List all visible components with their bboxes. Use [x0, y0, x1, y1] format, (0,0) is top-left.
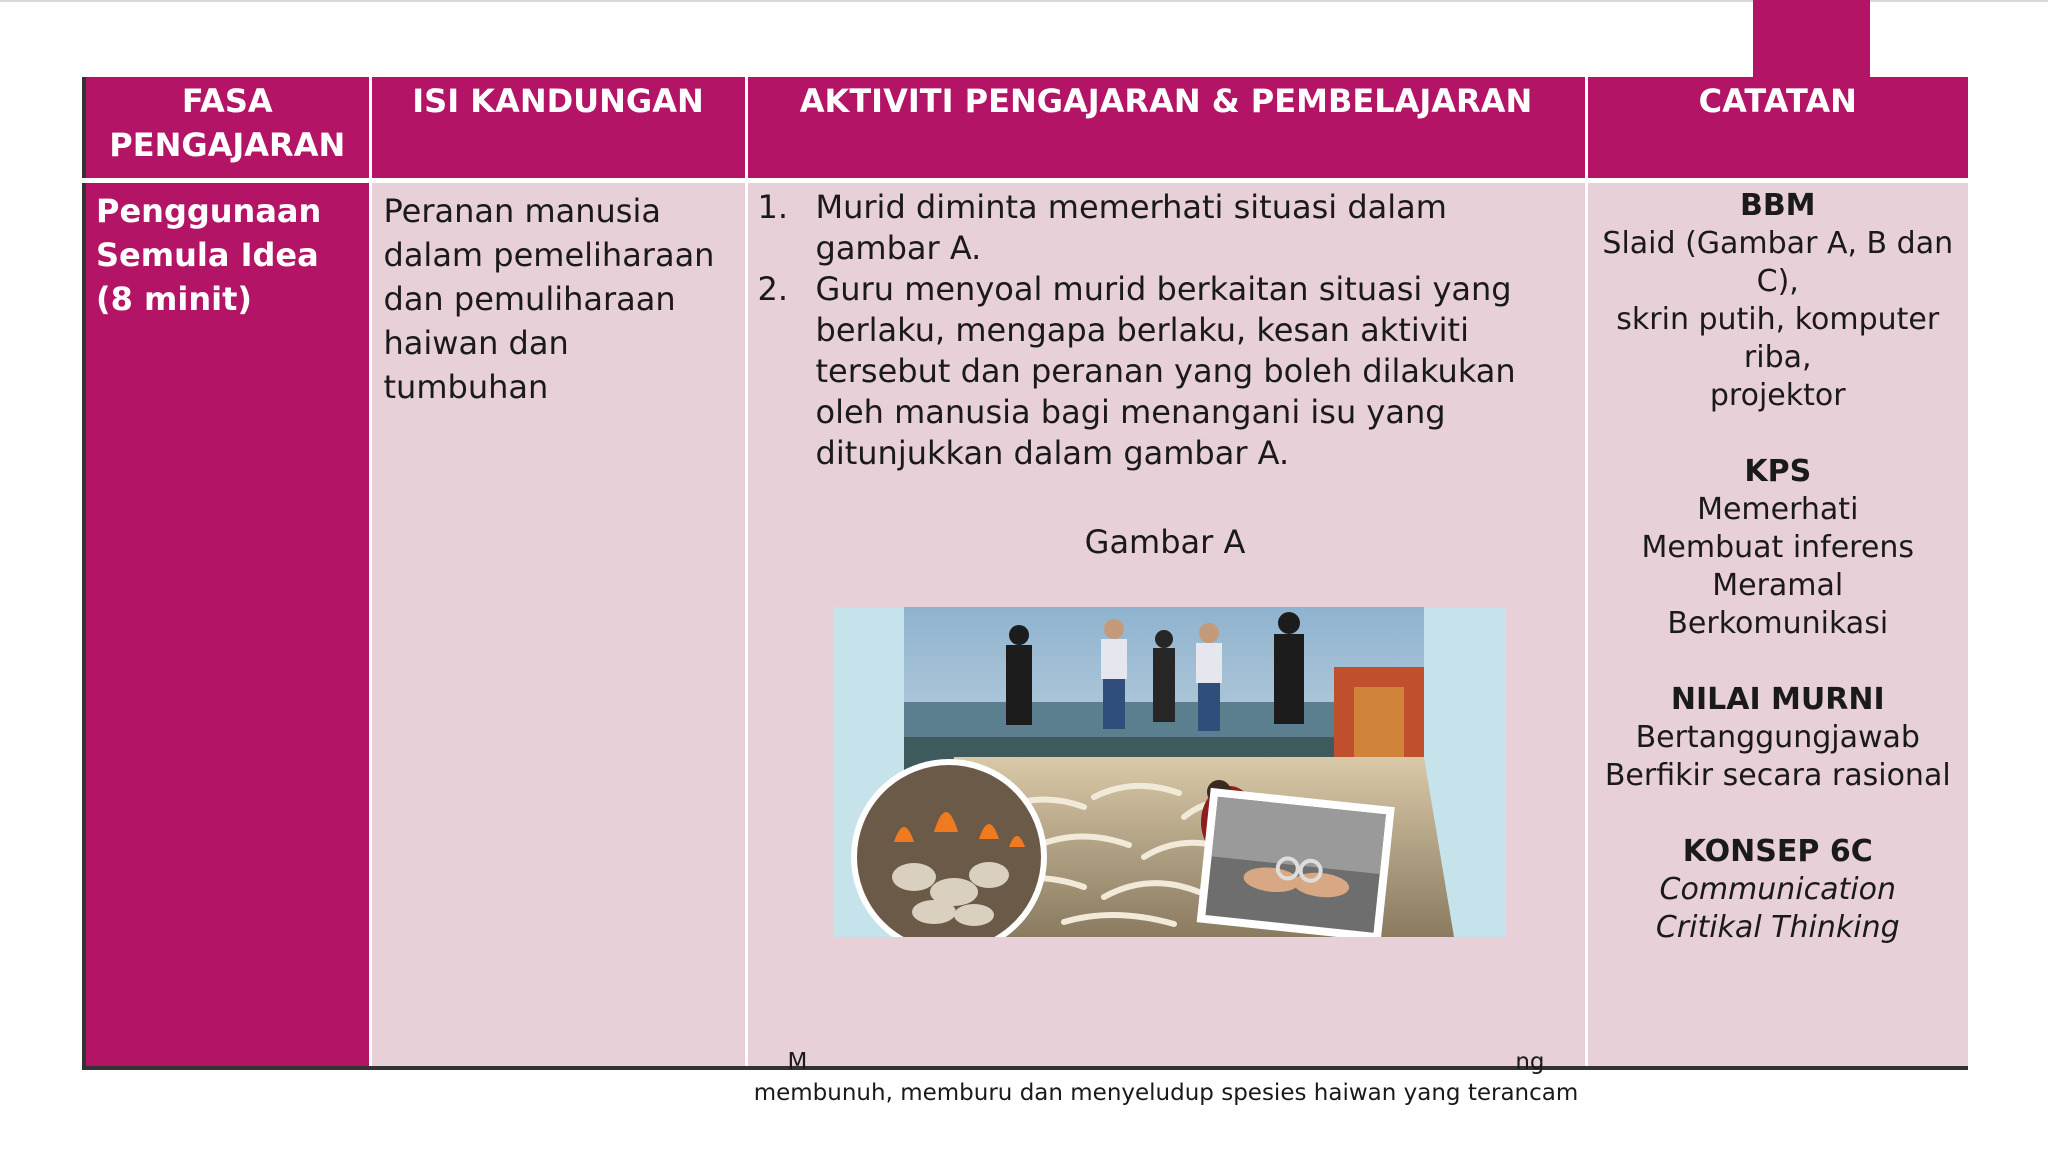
note-line: Meramal: [1712, 567, 1844, 603]
caption-line-2: membunuh, memburu dan menyeludup spesies haiwan yang terancam: [753, 1079, 1579, 1106]
caption-fragment-left: M: [787, 1048, 808, 1075]
note-heading-konsep: KONSEP 6C: [1682, 833, 1873, 869]
activity-number: 2.: [757, 269, 789, 308]
header-aktiviti: AKTIVITI PENGAJARAN & PEMBELAJARAN: [746, 77, 1586, 180]
content-line: haiwan dan tumbuhan: [383, 323, 569, 406]
activity-item: [758, 187, 1573, 269]
content-line: dan pemuliharaan: [383, 279, 676, 318]
corner-accent-tab: [1753, 0, 1870, 77]
note-heading-kps: KPS: [1744, 453, 1812, 489]
note-line: Bertanggungjawab: [1635, 719, 1920, 755]
notes-cell: [1586, 180, 1968, 1068]
phase-line: Penggunaan: [96, 191, 322, 230]
note-line: Berfikir secara rasional: [1604, 757, 1951, 793]
activity-list: [758, 187, 1573, 474]
note-spacer: [1596, 415, 1961, 453]
header-isi: ISI KANDUNGAN: [370, 77, 746, 180]
phase-cell: [84, 180, 370, 1068]
note-line: Membuat inferens: [1641, 529, 1914, 565]
note-heading-bbm: BBM: [1739, 187, 1816, 223]
note-spacer: [1596, 795, 1961, 833]
note-line: skrin putih, komputer riba,: [1616, 301, 1940, 375]
content-cell: [370, 180, 746, 1068]
photo-collage-image: [834, 607, 1506, 937]
note-line: projektor: [1709, 377, 1846, 413]
note-line: Memerhati: [1697, 491, 1859, 527]
note-heading-nilai: NILAI MURNI: [1670, 681, 1885, 717]
phase-line: Semula Idea: [96, 235, 319, 274]
activity-text: Murid diminta memerhati situasi dalam gambar A.: [815, 187, 1447, 267]
photo-caption: [748, 1047, 1585, 1109]
caption-line-1: [748, 1047, 1585, 1078]
activity-item: [758, 269, 1573, 474]
table-row: [84, 180, 1968, 1068]
note-line: Critikal Thinking: [1655, 909, 1900, 945]
header-fasa: FASA PENGAJARAN: [84, 77, 370, 180]
note-line: Berkomunikasi: [1667, 605, 1889, 641]
header-row: [84, 77, 1968, 180]
phase-duration: (8 minit): [96, 279, 253, 318]
activity-text: Guru menyoal murid berkaitan situasi yang berlaku, mengapa berlaku, kesan aktiviti tersebut dan peranan yang boleh dilakukan oleh manusia bagi menangani isu yang ditunjukkan dalam gambar A.: [815, 269, 1516, 472]
activity-cell: [746, 180, 1586, 1106]
gambar-a-photo: [834, 607, 1506, 937]
content-line: Peranan manusia: [383, 191, 661, 230]
figure-title: Gambar A: [1084, 522, 1246, 561]
note-line: Slaid (Gambar A, B dan C),: [1602, 225, 1954, 299]
note-line: Communication: [1659, 871, 1896, 907]
note-spacer: [1596, 643, 1961, 681]
header-catatan: CATATAN: [1586, 77, 1968, 180]
content-line: dalam pemeliharaan: [383, 235, 715, 274]
activity-number: 1.: [757, 187, 789, 226]
caption-fragment-right: ng: [1515, 1048, 1545, 1075]
top-divider: [0, 0, 2048, 2]
lesson-plan-table: [82, 77, 1968, 1106]
